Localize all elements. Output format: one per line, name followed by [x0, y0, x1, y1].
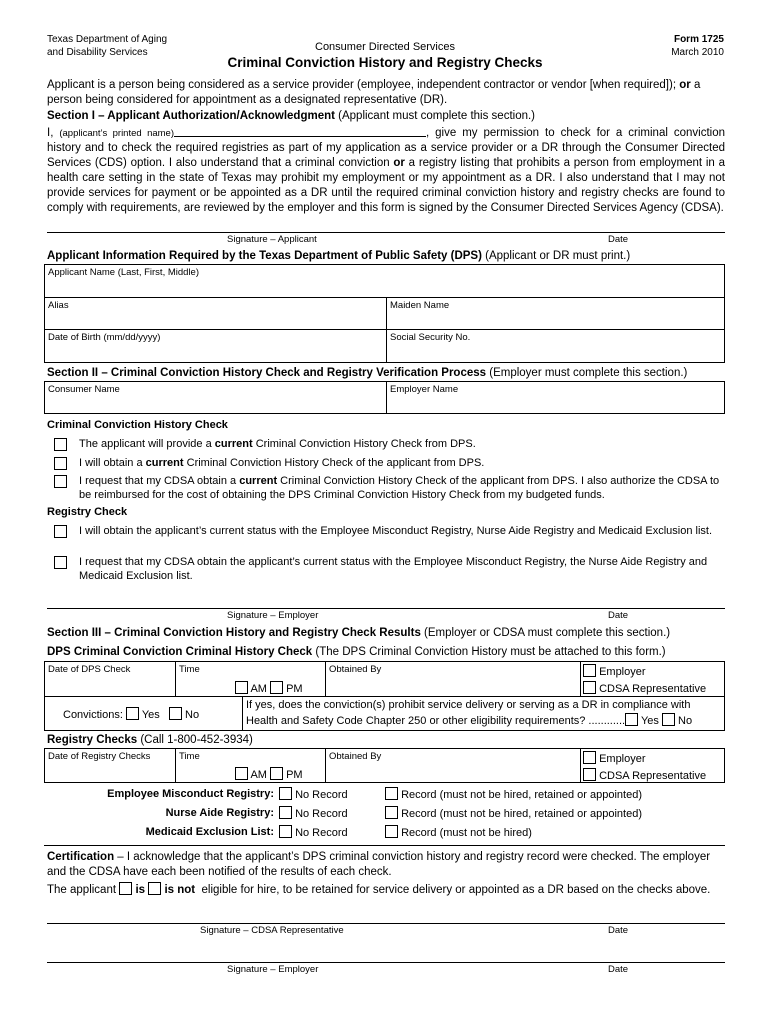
cch-option-cdsa-obtains: I request that my CDSA obtain a current Criminal Conviction History Check of the applicant from DPS. I also authorize the CDSA to be reimbursed for the cost of obtaining the DPS Criminal Conviction History Check from my budgeted funds. — [54, 474, 734, 503]
prohibit-yes-checkbox[interactable] — [625, 713, 638, 726]
form-number: Form 1725 — [673, 34, 724, 45]
consumer-employer-table — [44, 381, 725, 414]
cch-option-2-checkbox[interactable] — [54, 457, 67, 470]
registry-check-heading: Registry Check — [47, 506, 128, 518]
cch-option-applicant-provides: The applicant will provide a current Criminal Conviction History Check from DPS. — [54, 437, 734, 451]
form-id — [671, 34, 724, 59]
employer-name-field[interactable]: Employer Name — [387, 382, 725, 414]
convictions-row: Convictions: Yes No — [63, 709, 200, 721]
registry-time-field[interactable]: Time — [179, 751, 200, 762]
registry-option-employer-obtains: I will obtain the applicant’s current status with the Employee Misconduct Registry, Nurse Aide Registry and Medicaid Exclusion list. — [54, 524, 734, 538]
section3-heading: Section III – Criminal Conviction History and Registry Check Results (Employer or CDSA must complete this section.) — [47, 627, 671, 639]
ssn-field[interactable]: Social Security No. — [387, 330, 725, 363]
form-date: March 2010 — [671, 46, 724, 58]
dps-check-heading: DPS Criminal Conviction Criminal History Check (The DPS Criminal Conviction History must be attached to this form.) — [47, 646, 666, 658]
employer-signature-label: Signature – Employer — [227, 610, 319, 621]
eligible-is-not-checkbox[interactable] — [148, 882, 161, 895]
cdsa-date-label: Date — [608, 925, 629, 936]
dps-cdsa-checkbox[interactable] — [583, 681, 596, 694]
certification-divider — [44, 845, 725, 846]
convictions-no-checkbox[interactable] — [169, 707, 182, 720]
section1-heading: Section I – Applicant Authorization/Acknowledgment (Applicant must complete this section.) — [47, 110, 536, 122]
applicant-signature-label: Signature – Applicant — [227, 234, 317, 245]
applicant-date-label: Date — [608, 234, 629, 245]
section2-heading: Section II – Criminal Conviction History Check and Registry Verification Process (Employer must complete this section.) — [47, 367, 688, 379]
applicant-printed-name-field[interactable] — [174, 126, 426, 137]
final-employer-date-label: Date — [608, 964, 629, 975]
certification-paragraph: Certification – I acknowledge that the applicant’s DPS criminal conviction history and registry record were checked. The employer and the CDSA have each been notified of the results of each check. — [47, 851, 711, 878]
registry-cdsa-checkbox[interactable] — [583, 768, 596, 781]
dps-obtained-role: Employer CDSA Representative — [583, 664, 706, 698]
cch-option-employer-obtains: I will obtain a current Criminal Conviction History Check of the applicant from DPS. — [54, 456, 734, 470]
dps-employer-checkbox[interactable] — [583, 664, 596, 677]
applicant-info-table — [44, 264, 725, 363]
nar-label: Nurse Aide Registry: — [165, 807, 274, 819]
nar-record-checkbox[interactable] — [385, 806, 398, 819]
cdsa-signature-label: Signature – CDSA Representative — [200, 925, 344, 936]
dps-date-field[interactable]: Date of DPS Check — [48, 664, 131, 675]
prohibit-no-checkbox[interactable] — [662, 713, 675, 726]
final-employer-signature-line[interactable] — [47, 962, 725, 963]
emr-record: Record (must not be hired, retained or appointed) — [385, 787, 642, 802]
registry-obtained-role: Employer CDSA Representative — [583, 751, 706, 785]
agency-line-1: Texas Department of Aging — [47, 34, 168, 45]
cch-option-3-checkbox[interactable] — [54, 475, 67, 488]
dps-obtained-by-field[interactable]: Obtained By — [329, 664, 382, 675]
intro-paragraph: Applicant is a person being considered as a service provider (employee, independent contractor or vendor [when required]); or a person being considered for appointment as a designated representative (DR). — [47, 79, 701, 106]
program-name: Consumer Directed Services — [315, 41, 455, 53]
applicant-name-field[interactable]: Applicant Name (Last, First, Middle) — [45, 265, 725, 298]
mel-record: Record (must not be hired) — [385, 825, 532, 840]
employer-date-label: Date — [608, 610, 629, 621]
alias-field[interactable]: Alias — [45, 298, 387, 330]
emr-no-record-checkbox[interactable] — [279, 787, 292, 800]
applicant-info-heading: Applicant Information Required by the Texas Department of Public Safety (DPS) (Applicant or DR must print.) — [47, 250, 631, 262]
final-employer-signature-label: Signature – Employer — [227, 964, 319, 975]
registry-date-field[interactable]: Date of Registry Checks — [48, 751, 151, 762]
form-title: Criminal Conviction History and Registry Checks — [227, 55, 543, 70]
nar-no-record-checkbox[interactable] — [279, 806, 292, 819]
registry-checks-heading: Registry Checks (Call 1-800-452-3934) — [47, 734, 253, 746]
cch-option-1-checkbox[interactable] — [54, 438, 67, 451]
dps-am-pm: AM PM — [235, 681, 303, 696]
cch-heading: Criminal Conviction History Check — [47, 419, 228, 431]
mel-record-checkbox[interactable] — [385, 825, 398, 838]
registry-pm-checkbox[interactable] — [270, 767, 283, 780]
dps-time-field[interactable]: Time — [179, 664, 200, 675]
emr-label: Employee Misconduct Registry: — [107, 788, 274, 800]
mel-label: Medicaid Exclusion List: — [145, 826, 274, 838]
registry-am-checkbox[interactable] — [235, 767, 248, 780]
registry-obtained-by-field[interactable]: Obtained By — [329, 751, 382, 762]
dps-am-checkbox[interactable] — [235, 681, 248, 694]
registry-option-1-checkbox[interactable] — [54, 525, 67, 538]
registry-am-pm: AM PM — [235, 767, 303, 782]
mel-no-record: No Record — [279, 825, 348, 840]
section1-paragraph: I, (applicant’s printed name) , give my permission to check for a criminal conviction history and to check the required registries as part of my application as a service provider or a DR through the Consumer Directed Services (CDS) option. I also understand that a criminal conviction or a registry listing that prohibits a person from employment in a health care setting in the state of Texas may prohibit my employment or my appointment as a DR. I also understand that I may not provide services for payment or be appointed as a DR until the required criminal conviction history and registry checks are found to comply with requirements, are reviewed by the employer and this form is signed by the Consumer Directed Services Agency (CDSA). — [47, 127, 725, 214]
eligible-is-checkbox[interactable] — [119, 882, 132, 895]
dps-pm-checkbox[interactable] — [270, 681, 283, 694]
emr-no-record: No Record — [279, 787, 348, 802]
employer-signature-line[interactable] — [47, 608, 725, 609]
conviction-prohibit-question: If yes, does the conviction(s) prohibit service delivery or serving as a DR in compliance with Health and Safety Code Chapter 250 or other eligibility requirements? ............ Yes No — [246, 699, 693, 728]
applicant-signature-line[interactable] — [47, 232, 725, 233]
cdsa-signature-line[interactable] — [47, 923, 725, 924]
nar-no-record: No Record — [279, 806, 348, 821]
eligibility-statement: The applicant is is not eligible for hire, to be retained for service delivery or appointed as a DR based on the checks above. — [47, 884, 711, 896]
consumer-name-field[interactable]: Consumer Name — [45, 382, 387, 414]
registry-option-2-checkbox[interactable] — [54, 556, 67, 569]
registry-option-cdsa-obtains: I request that my CDSA obtain the applicant’s current status with the Employee Misconduct Registry, the Nurse Aide Registry and Medicaid Exclusion list. — [54, 555, 734, 584]
convictions-yes-checkbox[interactable] — [126, 707, 139, 720]
registry-check-table — [44, 748, 725, 783]
emr-record-checkbox[interactable] — [385, 787, 398, 800]
dob-field[interactable]: Date of Birth (mm/dd/yyyy) — [45, 330, 387, 363]
nar-record: Record (must not be hired, retained or appointed) — [385, 806, 642, 821]
agency-line-2: and Disability Services — [47, 46, 148, 58]
dps-check-table — [44, 661, 725, 731]
maiden-name-field[interactable]: Maiden Name — [387, 298, 725, 330]
mel-no-record-checkbox[interactable] — [279, 825, 292, 838]
registry-employer-checkbox[interactable] — [583, 751, 596, 764]
